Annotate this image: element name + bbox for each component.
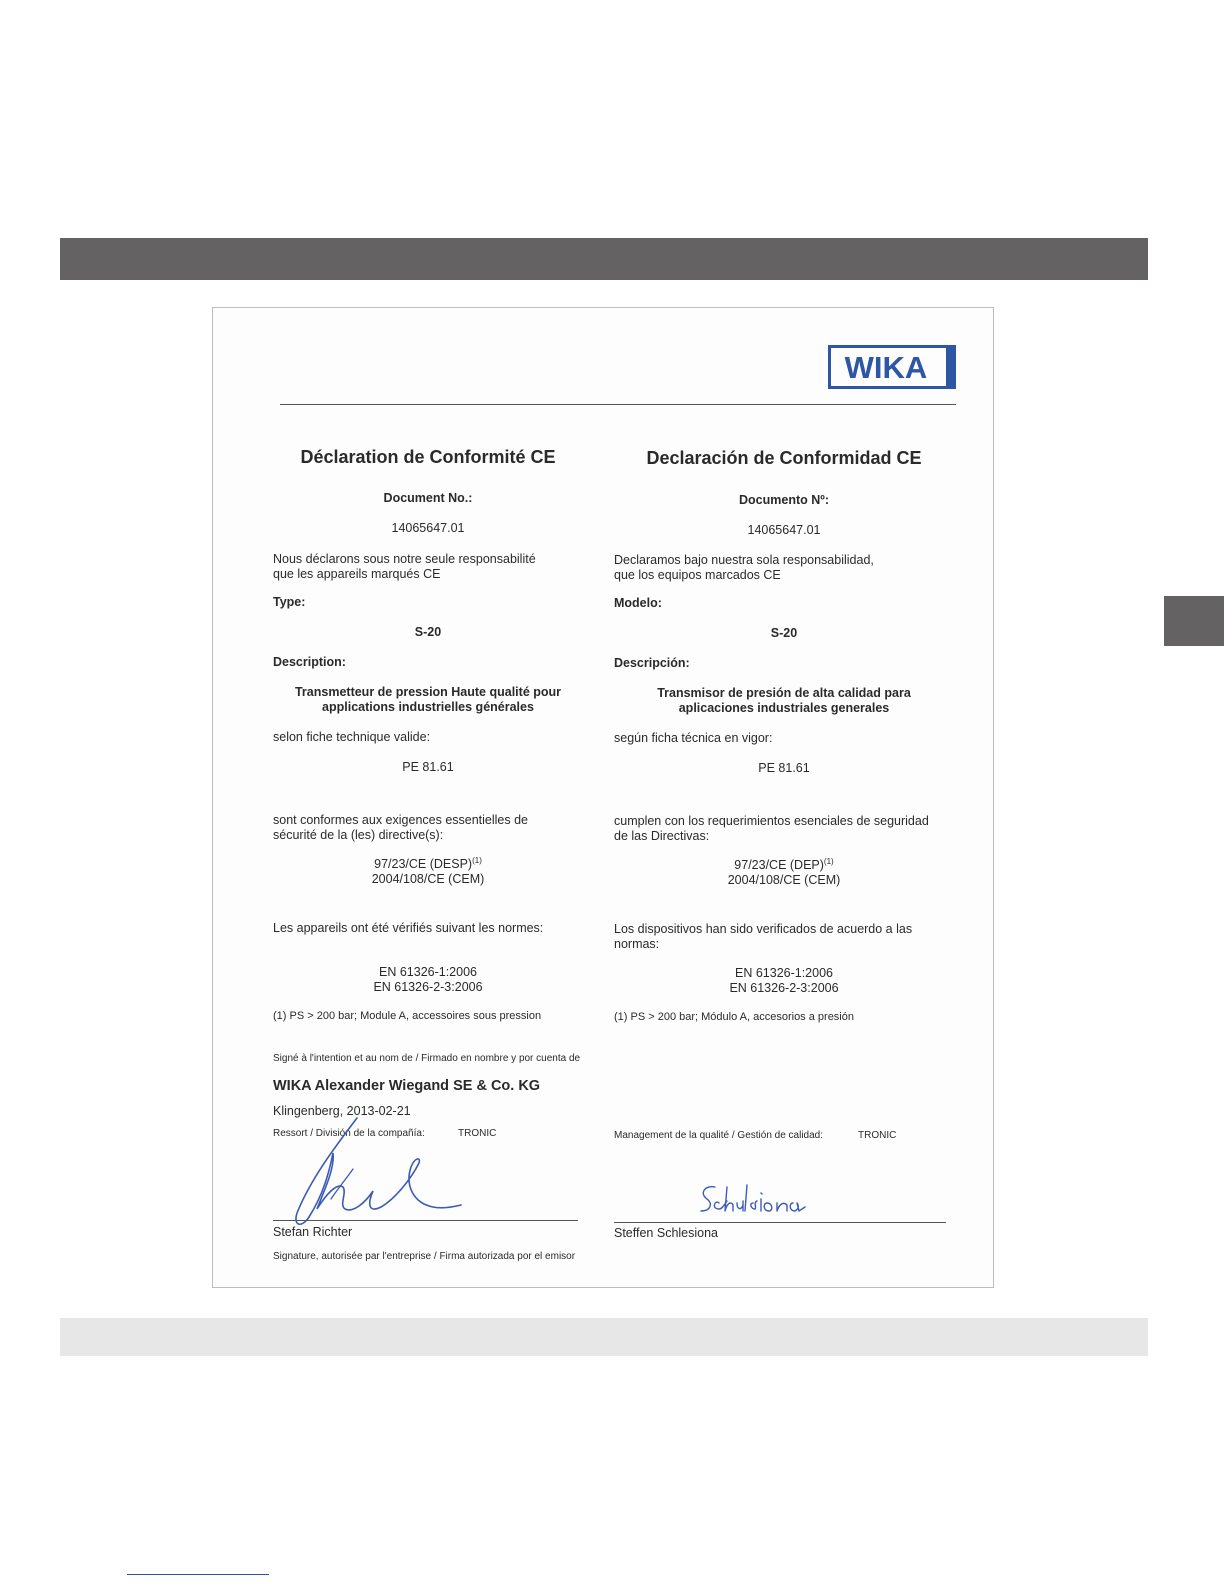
french-desc-label: Description: (273, 655, 346, 669)
quality-label: Management de la qualité / Gestión de calidad: (614, 1130, 824, 1141)
signer-name-left: Stefan Richter (273, 1225, 353, 1239)
spanish-column (614, 308, 954, 1287)
spanish-datasheet-value: PE 81.61 (758, 761, 810, 775)
french-directive1-footnote-mark: (1) (472, 855, 482, 865)
french-norm1: EN 61326-1:2006 (379, 965, 477, 979)
spanish-norms-line1: Los dispositivos han sido verificados de acuerdo a las (614, 922, 913, 936)
spanish-type-value: S-20 (770, 626, 798, 640)
spanish-directive2: 2004/108/CE (CEM) (727, 873, 841, 887)
french-desc-line2: applications industrielles générales (322, 700, 534, 714)
spanish-norm2: EN 61326-2-3:2006 (729, 981, 839, 995)
french-intro-line1: Nous déclarons sous notre seule responsabilité (273, 552, 536, 566)
spanish-intro-line2: que los equipos marcados CE (614, 568, 781, 582)
spanish-norm1: EN 61326-1:2006 (735, 966, 833, 980)
french-intro-line2: que les appareils marqués CE (273, 567, 441, 581)
french-heading: Déclaration de Conformité CE (300, 447, 556, 467)
spanish-directive1 (614, 858, 954, 873)
company-name: WIKA Alexander Wiegand SE & Co. KG (273, 1078, 541, 1094)
french-conform-line1: sont conformes aux exigences essentielles de (273, 813, 529, 827)
section-header-bar (60, 238, 1148, 280)
spanish-conform-line2: de las Directivas: (614, 829, 710, 843)
french-doc-number: 14065647.01 (391, 521, 465, 535)
french-type-label: Type: (273, 595, 306, 609)
division-label: Ressort / División de la compañía: (273, 1128, 425, 1139)
french-directive1-text: 97/23/CE (DESP) (374, 857, 473, 871)
french-datasheet-value: PE 81.61 (402, 760, 454, 774)
spanish-datasheet-label: según ficha técnica en vigor: (614, 731, 773, 745)
spanish-directive1-text: 97/23/CE (DEP) (734, 858, 824, 872)
signature-steffen-schlesiona (697, 1181, 809, 1221)
french-datasheet-label: selon fiche technique valide: (273, 730, 431, 744)
french-footnote: (1) PS > 200 bar; Module A, accessoires sous pression (273, 1010, 542, 1022)
spanish-intro-line1: Declaramos bajo nuestra sola responsabilidad, (614, 553, 874, 567)
spanish-norms-line2: normas: (614, 937, 660, 951)
spanish-directive1-footnote-mark: (1) (823, 856, 834, 866)
signature-caption: Signature, autorisée par l'entreprise / Firma autorizada por el emisor (273, 1251, 576, 1262)
spanish-type-label: Modelo: (614, 596, 662, 610)
quality-value: TRONIC (858, 1130, 897, 1141)
side-tab-marker (1164, 596, 1224, 646)
spanish-desc-label: Descripción: (614, 656, 690, 670)
french-conform-line2: sécurité de la (les) directive(s): (273, 828, 444, 842)
french-directive2: 2004/108/CE (CEM) (371, 872, 485, 886)
french-norms-intro: Les appareils ont été vérifiés suivant les normes: (273, 921, 544, 935)
spanish-desc-line2: aplicaciones industriales generales (678, 701, 890, 715)
french-norm2: EN 61326-2-3:2006 (373, 980, 483, 994)
division-value: TRONIC (458, 1128, 497, 1139)
spanish-footnote: (1) PS > 200 bar; Módulo A, accesorios a presión (614, 1011, 854, 1023)
footnote-separator (127, 1574, 269, 1575)
svg-text:WIKA: WIKA (844, 350, 928, 385)
spanish-doc-number: 14065647.01 (747, 523, 821, 537)
spanish-desc-line1: Transmisor de presión de alta calidad para (657, 686, 911, 700)
french-doc-label: Document No.: (383, 491, 473, 505)
place-date: Klingenberg, 2013-02-21 (273, 1104, 411, 1118)
signature-line-right (614, 1222, 946, 1223)
spanish-doc-label: Documento Nº: (739, 493, 829, 507)
spanish-heading: Declaración de Conformidad CE (646, 448, 922, 468)
spanish-conform-line1: cumplen con los requerimientos esenciales de seguridad (614, 814, 929, 828)
french-type-value: S-20 (414, 625, 442, 639)
signature-stefan-richter (283, 1113, 463, 1233)
section-footer-bar (60, 1318, 1148, 1356)
french-directive1 (273, 857, 583, 872)
french-desc-line1: Transmetteur de pression Haute qualité pour (294, 685, 562, 699)
signed-on-behalf-text: Signé à l'intention et au nom de / Firmado en nombre y por cuenta de (273, 1053, 581, 1064)
declaration-of-conformity-scan (212, 307, 994, 1288)
signer-name-right: Steffen Schlesiona (614, 1226, 719, 1240)
